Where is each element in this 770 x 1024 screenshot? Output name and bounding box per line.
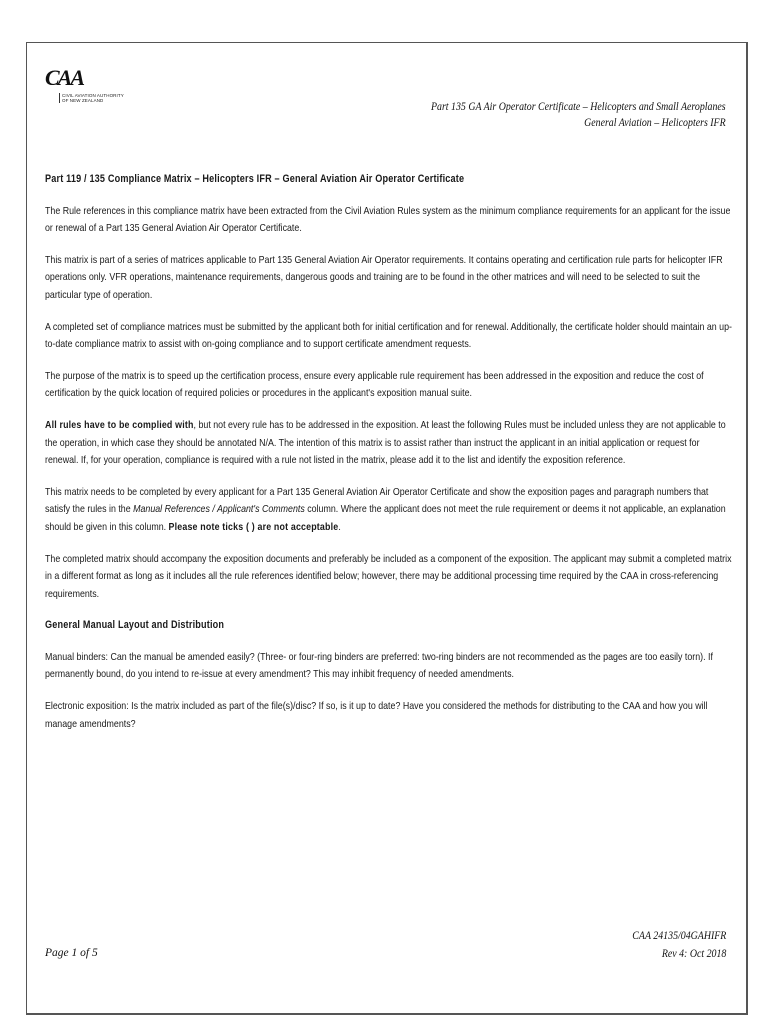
caa-logo [45, 67, 125, 117]
paragraph-matrix-completion [45, 484, 735, 537]
document-code: CAA 24135/04GAHIFR [631, 930, 726, 942]
caa-logo-subtitle [59, 93, 125, 103]
completion-text-a: This matrix needs to be completed by every applicant for a Part 135 General Aviation Air Operator Certificate and show the exposition pages and paragraph numbers that satisfy the rules in the [45, 486, 709, 516]
all-rules-text: , but not every rule has to be addressed in the exposition. At least the following Rules must be included unless they are not applicable to the operation, in which case they should be annotated N/A. The intention of this matrix is to assist rather than instruct the applicant in an initial application or request for renewal. If, for your operation, compliance is required with a rule not listed in the matrix, please add it to the list and identify the exposition reference. [45, 419, 726, 467]
completion-text-b: column. Where the applicant does not meet the rule requirement or deems it not applicable, an explanation should be given in this column. [45, 504, 726, 533]
page-number: Page 1 of 5 [45, 947, 98, 959]
section-heading-manual-layout: General Manual Layout and Distribution [45, 619, 225, 632]
document-title: Part 119 / 135 Compliance Matrix – Helicopters IFR – General Aviation Air Operator Certificate [45, 173, 465, 185]
paragraph-manual-binders: Manual binders: Can the manual be amended easily? (Three- or four-ring binders are preferred: two-ring binders are not recommended as the pages are too easily torn). If permanently bound, do you intend to re-issue at every amendment? This may inhibit frequency of needed amendments. [45, 651, 713, 681]
paragraph-completed-set: A completed set of compliance matrices must be submitted by the applicant both for initial certification and for renewal. Additionally, the certificate holder should maintain an up-to-date compliance matrix to assist with on-going compliance and to support certificate amendment requests. [45, 321, 732, 351]
paragraph-completed-matrix: The completed matrix should accompany the exposition documents and preferably be included as a component of the exposition. The applicant may submit a completed matrix in a different format as long as it includes all the rule references identified below; however, there may be additional processing time required by the CAA in cross-referencing requirements. [45, 553, 732, 600]
paragraph-matrix-series: This matrix is part of a series of matrices applicable to Part 135 General Aviation Air Operator requirements. It contains operating and certification rule parts for helicopter IFR operations only. VFR operations, maintenance requirements, dangerous goods and training are to be found in the other matrices and will need to be selected to suit the particular type of operation. [45, 254, 723, 301]
header-line1: Part 135 GA Air Operator Certificate – Helicopters and Small Aeroplanes [431, 101, 726, 113]
paragraph-rule-references: The Rule references in this compliance matrix have been extracted from the Civil Aviation Rules system as the minimum compliance requirements for an applicant for the issue or renewal of a Part 135 General Aviation Air Operator Certificate. [45, 205, 731, 235]
logo-subtitle-line1: CIVIL AVIATION AUTHORITY [62, 93, 124, 98]
document-revision: Rev 4: Oct 2018 [661, 948, 726, 960]
all-rules-emphasis: All rules have to be complied with [45, 419, 194, 431]
paragraph-all-rules [45, 417, 735, 470]
paragraph-purpose: The purpose of the matrix is to speed up the certification process, ensure every applicable rule requirement has been addressed in the exposition and reduce the cost of certification by the quick location of required policies or procedures in the applicant's exposition manual suite. [45, 370, 704, 400]
document-page [26, 42, 748, 1015]
caa-logo-mark: CAA [45, 65, 84, 90]
manual-references-column-name: Manual References / Applicant's Comments [133, 504, 305, 516]
header-line2: General Aviation – Helicopters IFR [584, 117, 726, 129]
document-footer [632, 927, 726, 963]
document-body [45, 171, 735, 747]
paragraph-electronic-exposition: Electronic exposition: Is the matrix included as part of the file(s)/disc? If so, is it up to date? Have you considered the methods for distributing to the CAA and how you will manage amendments? [45, 701, 708, 730]
ticks-warning: Please note ticks ( ) are not acceptable [168, 521, 339, 533]
logo-subtitle-line2: OF NEW ZEALAND [62, 98, 104, 103]
document-header [431, 99, 726, 131]
completion-text-end: . [338, 521, 341, 533]
